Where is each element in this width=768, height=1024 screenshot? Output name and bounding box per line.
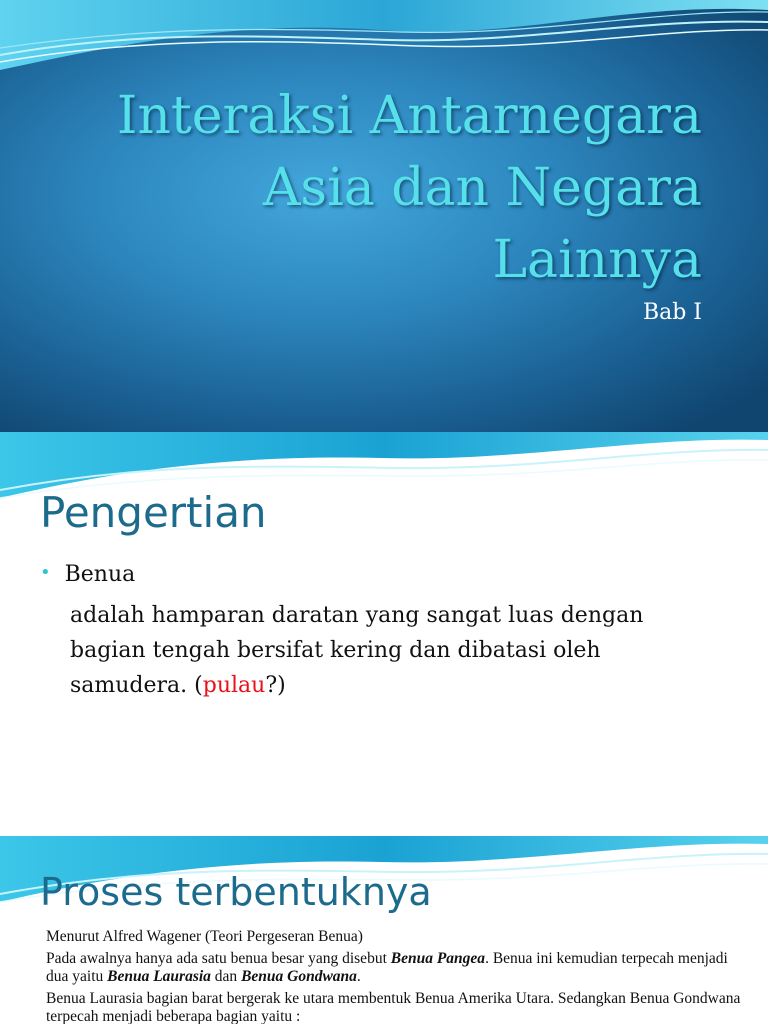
term-laurasia: Benua Laurasia xyxy=(107,968,211,985)
term-gondwana: Benua Gondwana xyxy=(241,968,357,985)
text-run: . xyxy=(356,968,361,985)
process-slide xyxy=(0,836,768,1024)
definition-text: adalah hamparan daratan yang sangat luas dengan bagian tengah bersifat kering dan dibatasi oleh samudera. ( xyxy=(70,603,644,698)
bullet-item xyxy=(40,562,135,587)
text-run: . Benua ini kemudian terpecah menjadi dua yaitu xyxy=(46,950,728,985)
slide-heading: Proses terbentuknya xyxy=(40,870,432,914)
paragraph-pangea xyxy=(46,950,746,986)
text-run: dan xyxy=(210,968,242,985)
bullet-label: Benua xyxy=(64,562,136,587)
title-line-2: Asia dan Negara xyxy=(262,158,702,218)
highlight-word: pulau xyxy=(202,673,266,698)
bullet-icon: • xyxy=(40,562,51,583)
title-slide xyxy=(0,0,768,432)
title-line-3: Lainnya xyxy=(492,230,702,290)
term-pangea: Benua Pangea xyxy=(390,950,486,967)
slide-subtitle: Bab I xyxy=(642,300,702,325)
paragraph-laurasia: Benua Laurasia bagian barat bergerak ke utara membentuk Benua Amerika Utara. Sedangkan Benua Gondwana terpecah menjadi beberapa bagian yaitu : xyxy=(46,990,741,1024)
slide-heading: Pengertian xyxy=(40,488,267,537)
process-body xyxy=(46,928,746,1024)
definition-paragraph xyxy=(70,598,710,703)
source-line: Menurut Alfred Wagener (Teori Pergeseran Benua) xyxy=(46,928,363,945)
text-run: Pada awalnya hanya ada satu benua besar yang disebut xyxy=(46,950,391,967)
title-line-1: Interaksi Antarnegara xyxy=(116,86,702,146)
definition-slide xyxy=(0,432,768,836)
wave-banner xyxy=(0,0,768,80)
definition-text-end: ?) xyxy=(265,673,286,698)
slide-title xyxy=(62,80,702,296)
